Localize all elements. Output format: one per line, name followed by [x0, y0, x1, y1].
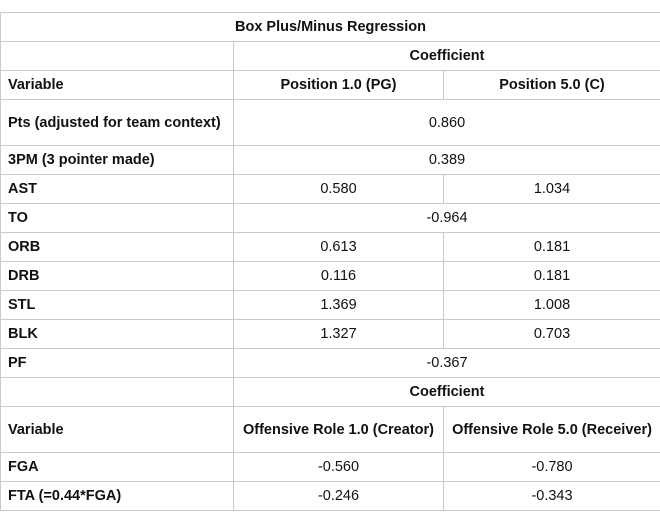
variable-cell: BLK — [1, 320, 234, 349]
section1-column-header-row — [1, 71, 660, 100]
section2-variable-header: Variable — [1, 407, 234, 453]
coefficient-pg-cell: 1.327 — [234, 320, 444, 349]
table-row — [1, 233, 660, 262]
box-plus-minus-table — [0, 12, 660, 511]
empty-cell — [1, 42, 234, 71]
section2-offensive-role-creator-header: Offensive Role 1.0 (Creator) — [234, 407, 444, 453]
coefficient-pg-cell: 0.613 — [234, 233, 444, 262]
table-row — [1, 291, 660, 320]
coefficient-c-cell: 0.181 — [444, 262, 660, 291]
variable-cell: DRB — [1, 262, 234, 291]
empty-cell — [1, 378, 234, 407]
coefficient-pg-cell: 1.369 — [234, 291, 444, 320]
coefficient-pg-cell: 0.116 — [234, 262, 444, 291]
coefficient-creator-cell: -0.560 — [234, 453, 444, 482]
variable-cell: Pts (adjusted for team context) — [1, 100, 234, 146]
table-row — [1, 100, 660, 146]
shared-coefficient-cell: -0.964 — [234, 204, 660, 233]
table-row — [1, 146, 660, 175]
coefficient-c-cell: 1.008 — [444, 291, 660, 320]
variable-cell: FGA — [1, 453, 234, 482]
shared-coefficient-cell: -0.367 — [234, 349, 660, 378]
section2-group-header-row — [1, 378, 660, 407]
variable-cell: ORB — [1, 233, 234, 262]
table-row — [1, 453, 660, 482]
coefficient-c-cell: 0.181 — [444, 233, 660, 262]
variable-cell: AST — [1, 175, 234, 204]
coefficient-pg-cell: 0.580 — [234, 175, 444, 204]
coefficient-creator-cell: -0.246 — [234, 482, 444, 511]
variable-cell: FTA (=0.44*FGA) — [1, 482, 234, 511]
coefficient-receiver-cell: -0.780 — [444, 453, 660, 482]
table-title: Box Plus/Minus Regression — [1, 13, 660, 42]
variable-cell: STL — [1, 291, 234, 320]
shared-coefficient-cell: 0.389 — [234, 146, 660, 175]
table-row — [1, 175, 660, 204]
coefficient-c-cell: 0.703 — [444, 320, 660, 349]
coefficient-c-cell: 1.034 — [444, 175, 660, 204]
table-row — [1, 204, 660, 233]
variable-cell: PF — [1, 349, 234, 378]
section1-coefficient-header: Coefficient — [234, 42, 660, 71]
variable-cell: 3PM (3 pointer made) — [1, 146, 234, 175]
shared-coefficient-cell: 0.860 — [234, 100, 660, 146]
section1-variable-header: Variable — [1, 71, 234, 100]
table-row — [1, 262, 660, 291]
variable-cell: TO — [1, 204, 234, 233]
table-row — [1, 349, 660, 378]
regression-table-container — [0, 12, 660, 511]
table-row — [1, 320, 660, 349]
section1-position-pg-header: Position 1.0 (PG) — [234, 71, 444, 100]
coefficient-receiver-cell: -0.343 — [444, 482, 660, 511]
section1-position-c-header: Position 5.0 (C) — [444, 71, 660, 100]
title-row — [1, 13, 660, 42]
section2-offensive-role-receiver-header: Offensive Role 5.0 (Receiver) — [444, 407, 660, 453]
section2-coefficient-header: Coefficient — [234, 378, 660, 407]
table-row — [1, 482, 660, 511]
section2-column-header-row — [1, 407, 660, 453]
section1-group-header-row — [1, 42, 660, 71]
